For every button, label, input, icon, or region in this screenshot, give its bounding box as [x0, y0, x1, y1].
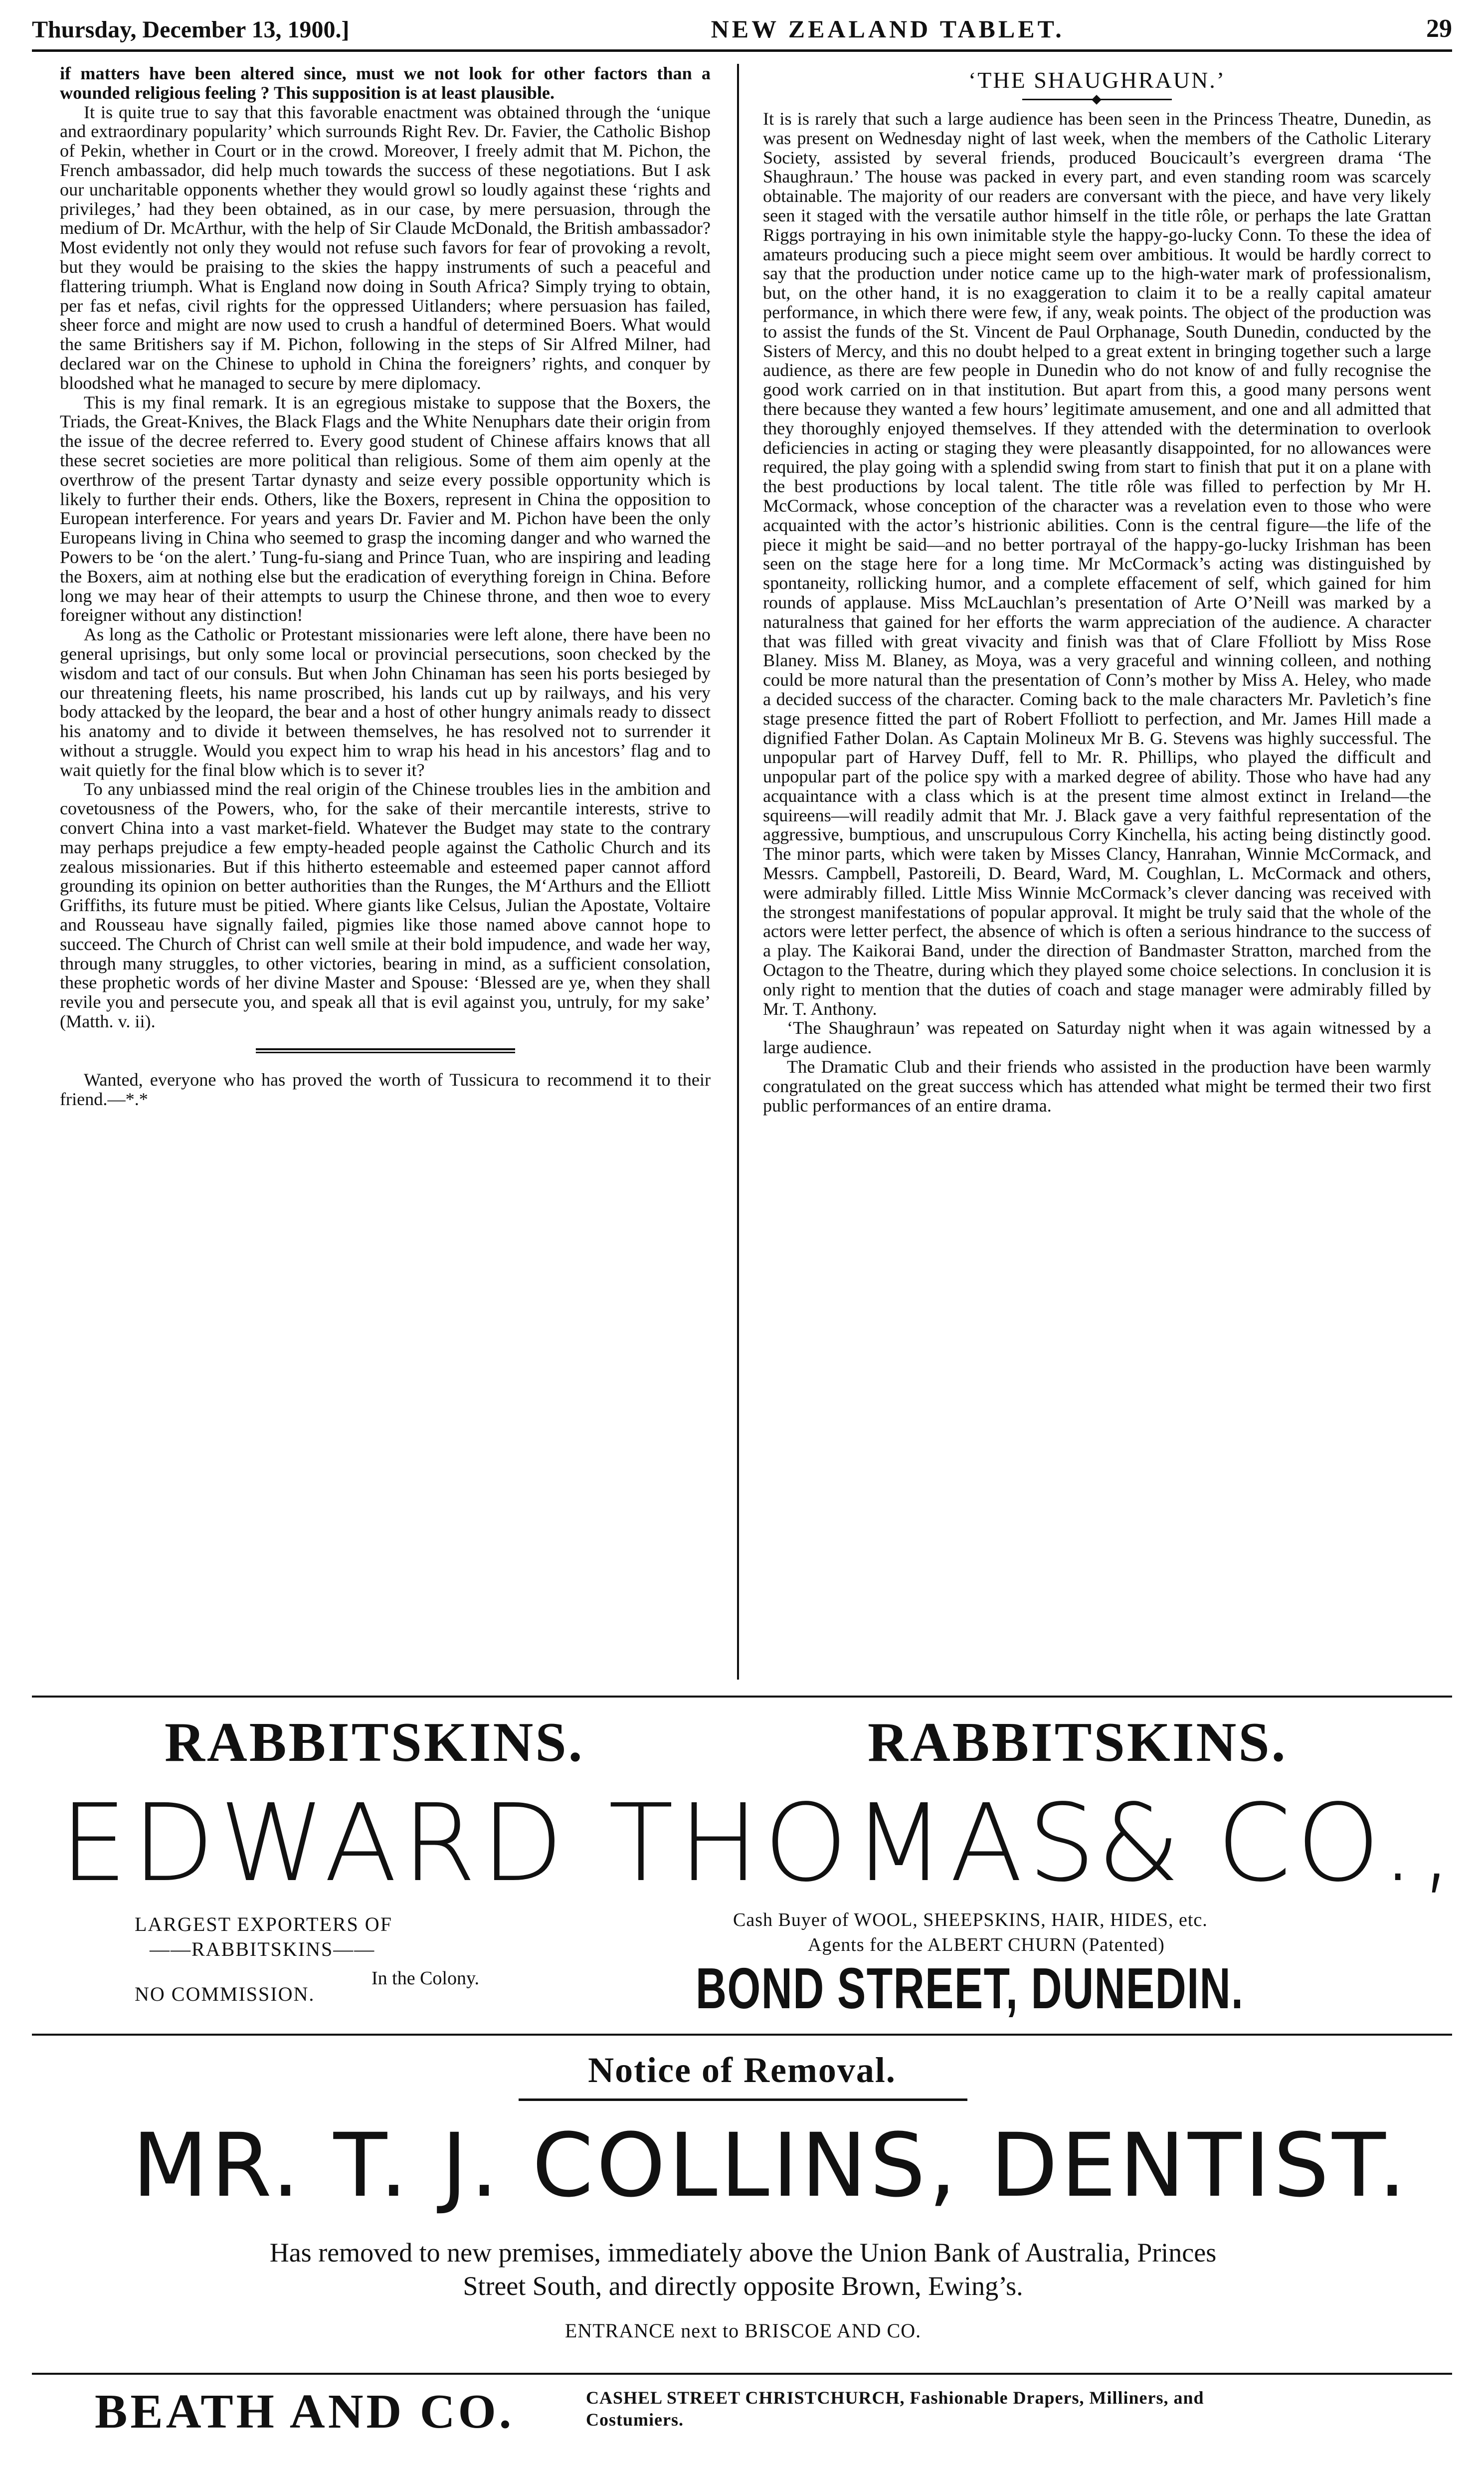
removal-line-1: Has removed to new premises, immediately above the Union Bank of Australia, Princes: [269, 2238, 1217, 2268]
article-title: ‘THE SHAUGHRAUN.’: [968, 67, 1226, 93]
left-paragraph-1: if matters have been altered since, must we not look for other factors than a wounded religious feeling ? This supposition is at least plausible.: [60, 64, 711, 103]
right-paragraph-1: It is is rarely that such a large audience has been seen in the Princess Theatre, Dunedin, as was present on Wednesday night of last week, when the members of the Catholic Literary Society, assisted by several friends, produced Boucicault’s evergreen drama ‘The Shaughraun.’ The house was packed in every part, and even standing room was scarcely obtainable. The majority of our readers are conversant with the piece, and have very likely seen it staged with the versatile author himself in the title rôle, or perhaps the late Grattan Riggs portraying in his own inimitable style the happy-go-lucky Conn. To these the idea of amateurs producing such a piece might seem over ambitious. It would be hardly correct to say that the production under notice came up to the high-water mark of professionalism, but, on the other hand, it is no exaggeration to claim it to be a really capital amateur performance, in which there were few, if any, weak points. The object of the production was to assist the funds of the St. Vincent de Paul Orphanage, South Dunedin, conducted by the Sisters of Mercy, and this no doubt helped to a great extent in bringing together such a large audience, as there are few people in Dunedin who do not know of and fully recognise the good work carried on in that institution. But apart from this, a good many persons went there because they wanted a few hours’ legitimate amusement, and one and all admitted that they thoroughly enjoyed themselves. If they attended with the determination to overlook deficiencies in acting or staging they were pleasantly disappointed, for no allowances were required, the play going with a splendid swing from start to finish that put it on a plane with the best productions by local talent. The title rôle was filled to perfection by Mr H. McCormack, whose conception of the character was a revelation even to those who were acquainted with the actor’s histrionic abilities. Conn is the central figure—the life of the piece it might be said—and no better portrayal of the happy-go-lucky Irishman has been seen on the stage here for a long time. Mr McCormack’s acting was distinguished by spontaneity, rollicking humor, and a complete effacement of self, which gained for him rounds of applause. Miss McLauchlan’s presentation of Arte O’Neill was marked by a naturalness that gained for her efforts the warm appreciation of the audience. A character that was filled with great vivacity and finish was that of Clare Ffolliott by Miss Rose Blaney. Miss M. Blaney, as Moya, was a very graceful and winning colleen, and nothing could be more natural than the presentation of Conn’s mother by Miss A. Heley, who made a decided success of the character. Coming back to the male characters Mr. Pavletich’s fine stage presence fitted the part of Robert Ffolliott to perfection, and Mr. James Hill made a dignified Father Dolan. As Captain Molineux Mr B. G. Stevens was highly successful. The unpopular part of Harvey Duff, fell to Mr. R. Phillips, who played the difficult and unpopular part of the police spy with a marked degree of ability. Those who have had any acquaintance with a class which is at the present time almost extinct in Ireland—the squireens—will readily admit that Mr. J. Black gave a very faithful representation of the aggressive, bumptious, and unscrupulous Corry Kinchella, his acting being distinctly good. The minor parts, which were taken by Misses Clancy, Hanrahan, Winnie McCormack, and Messrs. Campbell, Pastoreili, D. Beard, Ward, M. Coughlan, L. McCormack and others, were admirably filled. Little Miss Winnie McCormack’s clever dancing was received with the strongest manifestations of popular approval. It might be truly said that the whole of the actors were letter perfect, the absence of which is often a serious hindrance to the success of a play. The Kaikorai Band, under the direction of Bandmaster Stratton, marched from the Octagon to the Theatre, during which they played some choice selections. In conclusion it is only right to mention that the duties of coach and stage manager were admirably filled by Mr. T. Anthony.: [763, 109, 1431, 1019]
firm-name-edward: EDWARD: [60, 1781, 568, 1905]
newspaper-title: NEW ZEALAND TABLET.: [711, 15, 1065, 43]
left-paragraph-2: It is quite true to say that this favorable enactment was obtained through the ‘unique and extraordinary popularity’ which surrounds Right Rev. Dr. Favier, the Catholic Bishop of Pekin, whether in Court or in the crowd. Moreover, I freely admit that M. Pichon, the French ambassador, did help much towards the success of these negotiations. But I ask our uncharitable opponents whether they would growl so loudly against these ‘rights and privileges,’ had they been obtained, as in our case, by mere persuasion, through the medium of Dr. McArthur, with the help of Sir Claude McDonald, the British ambassador? Most evidently not only they would not refuse such favors for fear of provoking a revolt, but they would be praising to the skies the happy instruments of such a peaceful and flattering triumph. What is England now doing in South Africa? Simply trying to obtain, per fas et nefas, civil rights for the oppressed Uitlanders; where persuasion has failed, sheer force and might are now used to crush a handful of determined Boers. What would the same Britishers say if M. Pichon, following in the steps of Sir Alfred Milner, had declared war on the Chinese to uphold in China the foreigners’ rights, and conquer by bloodshed what he managed to secure by mere diplomacy.: [60, 102, 711, 393]
cash-buyer-line: Cash Buyer of WOOL, SHEEPSKINS, HAIR, HIDES, etc.: [733, 1909, 1208, 1930]
left-paragraph-4: As long as the Catholic or Protestant missionaries were left alone, there have been no general uprisings, but only some local or provincial persecutions, soon checked by the wisdom and tact of our consuls. But when John Chinaman has seen his ports besieged by our threatening fleets, his name proscribed, his lands cut up by railways, and his very body attacked by the leopard, the bear and a host of other hungry animals ready to dissect his anatomy and to divide it between themselves, he has resolved not to surrender it without a struggle. Would you expect him to wrap his head in his ancestors’ flag and to wait quietly for the final blow which is to sever it?: [60, 624, 711, 780]
in-the-colony: In the Colony.: [371, 1968, 480, 1989]
agents-line: Agents for the ALBERT CHURN (Patented): [808, 1934, 1165, 1955]
notice-underline: [519, 2098, 967, 2101]
beath-and-co-name: BEATH AND CO.: [95, 2385, 515, 2439]
section-rule: [256, 1048, 515, 1053]
firm-name-co: CO.,: [1217, 1781, 1459, 1905]
bond-street-address: BOND STREET, DUNEDIN.: [696, 1956, 1244, 2021]
beath-address-line-1: CASHEL STREET CHRISTCHURCH, Fashionable Drapers, Milliners, and: [586, 2388, 1204, 2408]
left-column: [60, 64, 711, 1695]
diamond-rule: [1022, 96, 1172, 102]
rabbitskins-heading-right: RABBITSKINS.: [868, 1712, 1288, 1773]
firm-name-ampersand: &: [1097, 1781, 1185, 1905]
ad-separator-top: [32, 1696, 1452, 1698]
ad-separator-mid: [32, 2034, 1452, 2036]
notice-of-removal-title: Notice of Removal.: [588, 2050, 896, 2090]
left-paragraph-3: This is my final remark. It is an egregious mistake to suppose that the Boxers, the Triads, the Great-Knives, the Black Flags and the White Nenuphars date their origin from the issue of the decree referred to. Every good student of Chinese affairs knows that all these secret societies are more political than religious. Some of them aim openly at the overthrow of the present Tartar dynasty and seize every possible opportunity which is likely to further their ends. Others, like the Boxers, represent in China the opposition to European interference. For years and years Dr. Favier and M. Pichon have been the only Europeans living in China who seemed to grasp the incoming danger and who warned the Powers to be ‘on the alert.’ Tung-fu-siang and Prince Tuan, who are inspiring and leading the Boxers, aim at nothing else but the eradication of everything foreign in China. Before long we may hear of their attempts to usurp the Chinese throne, and then woe to every foreigner without any distinction!: [60, 392, 711, 625]
removal-line-2: Street South, and directly opposite Brown, Ewing’s.: [463, 2271, 1023, 2301]
dentist-name: MR. T. J. COLLINS, DENTIST.: [132, 2114, 1409, 2217]
tussicura-notice: Wanted, everyone who has proved the worth of Tussicura to recommend it to their friend.—*.*: [60, 1069, 711, 1109]
right-column: [763, 64, 1431, 1695]
ad-separator-bottom: [32, 2373, 1452, 2375]
entrance-note: ENTRANCE next to BRISCOE AND CO.: [564, 2319, 922, 2342]
rabbitskins-heading-left: RABBITSKINS.: [165, 1712, 584, 1773]
column-divider: [737, 64, 739, 1680]
page-number: 29: [1426, 14, 1452, 43]
right-paragraph-3: The Dramatic Club and their friends who assisted in the production have been warmly congratulated on the great success which has attended what might be termed their two first public performances of an entire drama.: [763, 1057, 1431, 1116]
issue-date: Thursday, December 13, 1900.]: [32, 16, 350, 43]
right-paragraph-2: ‘The Shaughraun’ was repeated on Saturday night when it was again witnessed by a large audience.: [763, 1018, 1431, 1058]
exporters-rabbitskins: ——RABBITSKINS——: [150, 1938, 375, 1960]
no-commission: NO COMMISSION.: [135, 1983, 315, 2005]
beath-address-line-2: Costumiers.: [586, 2410, 684, 2430]
exporters-line: LARGEST EXPORTERS OF: [135, 1913, 392, 1935]
left-paragraph-5: To any unbiassed mind the real origin of the Chinese troubles lies in the ambition and covetousness of the Powers, who, for the sake of their mercantile interests, strive to convert China into a vast market-field. Whatever the Budget may state to the contrary may perhaps prejudice a few empty-headed people against the Catholic Church and its zealous missionaries. But if this hitherto esteemable and esteemed paper cannot afford grounding its opinion on better authorities than the Runges, the M‘Arthurs and the Elliott Griffiths, its future must be pitied. Where giants like Celsus, Julian the Apostate, Voltaire and Rousseau have signally failed, pigmies like those named above cannot hope to succeed. The Church of Christ can well smile at their bold impudence, and wade her way, through many struggles, to other victories, bearing in mind, as a sufficient consolation, these prophetic words of her divine Master and Spouse: ‘Blessed are ye, when they shall revile you and persecute you, and speak all that is evil against you, untruly, for my sake’ (Matth. v. ii).: [60, 779, 711, 1032]
running-head: [32, 4, 1452, 52]
firm-name-thomas: THOMAS: [608, 1781, 1101, 1905]
